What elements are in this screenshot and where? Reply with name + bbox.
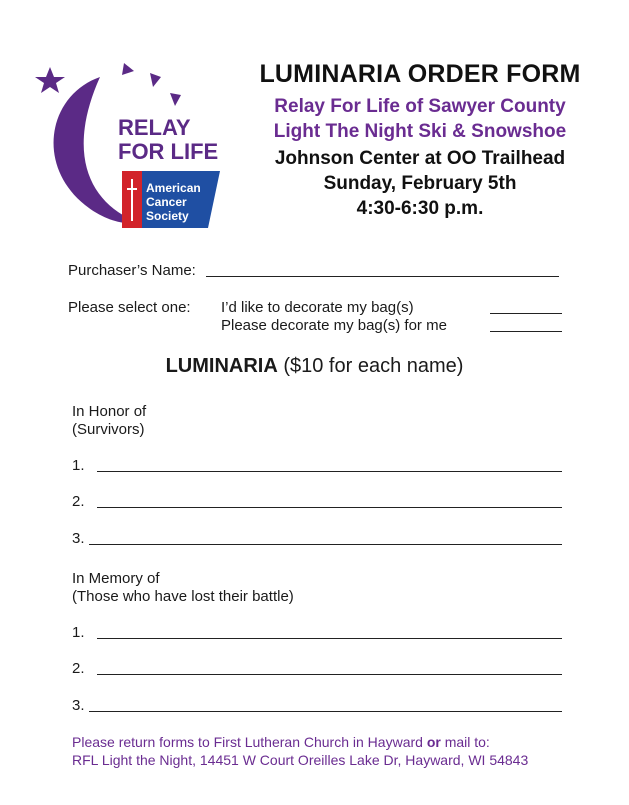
event-date: Sunday, February 5th — [323, 173, 517, 194]
acs-text-2: Cancer — [146, 195, 187, 209]
memory-heading: In Memory of — [72, 570, 160, 587]
option-decorate-myself: I’d like to decorate my bag(s) — [221, 299, 414, 316]
memory-item-number: 1. — [72, 624, 85, 641]
star-icon — [35, 67, 65, 93]
footer-return-instructions — [72, 733, 490, 751]
honor-item-number: 2. — [72, 493, 85, 510]
triangle-icon — [170, 93, 181, 106]
luminaria-heading-bold: LUMINARIA — [165, 355, 278, 377]
honor-name-field-2[interactable] — [97, 507, 562, 508]
relay-for-life-logo — [30, 55, 235, 240]
for-life-text: FOR LIFE — [118, 139, 219, 164]
luminaria-heading — [0, 355, 629, 378]
honor-name-field-1[interactable] — [97, 471, 562, 472]
honor-item-number: 3. — [72, 530, 85, 547]
memory-item-number: 2. — [72, 660, 85, 677]
acs-text-1: American — [146, 181, 201, 195]
option-decorate-for-me-field[interactable] — [490, 331, 562, 332]
purchaser-name-field[interactable] — [206, 276, 559, 277]
relay-text: RELAY — [118, 115, 191, 140]
select-one-label: Please select one: — [68, 299, 191, 316]
honor-heading: In Honor of — [72, 403, 147, 420]
memory-subheading: (Those who have lost their battle) — [72, 588, 294, 605]
event-subtitle-1: Relay For Life of Sawyer County — [274, 96, 566, 117]
footer-text-pre: Please return forms to First Lutheran Church in Hayward — [72, 734, 427, 750]
acs-text-3: Society — [146, 209, 189, 223]
footer-mailing-address: RFL Light the Night, 14451 W Court Oreilles Lake Dr, Hayward, WI 54843 — [72, 752, 529, 768]
event-time: 4:30-6:30 p.m. — [356, 198, 484, 219]
footer-text-post: mail to: — [440, 734, 490, 750]
memory-name-field-3[interactable] — [89, 711, 562, 712]
event-location: Johnson Center at OO Trailhead — [274, 148, 566, 169]
footer-text-or: or — [426, 734, 441, 750]
logo-graphic — [30, 55, 235, 240]
memory-item-number: 3. — [72, 697, 85, 714]
honor-subheading: (Survivors) — [72, 421, 145, 438]
triangle-icon — [150, 73, 161, 87]
honor-item-number: 1. — [72, 457, 85, 474]
event-subtitle-2: Light The Night Ski & Snowshoe — [273, 121, 567, 142]
option-decorate-for-me: Please decorate my bag(s) for me — [221, 317, 447, 334]
honor-name-field-3[interactable] — [89, 544, 562, 545]
triangle-icon — [122, 63, 134, 75]
luminaria-heading-price: ($10 for each name) — [277, 355, 464, 377]
purchaser-label: Purchaser’s Name: — [68, 262, 196, 279]
option-decorate-myself-field[interactable] — [490, 313, 562, 314]
memory-name-field-1[interactable] — [97, 638, 562, 639]
page-title: LUMINARIA ORDER FORM — [259, 60, 581, 88]
memory-name-field-2[interactable] — [97, 674, 562, 675]
